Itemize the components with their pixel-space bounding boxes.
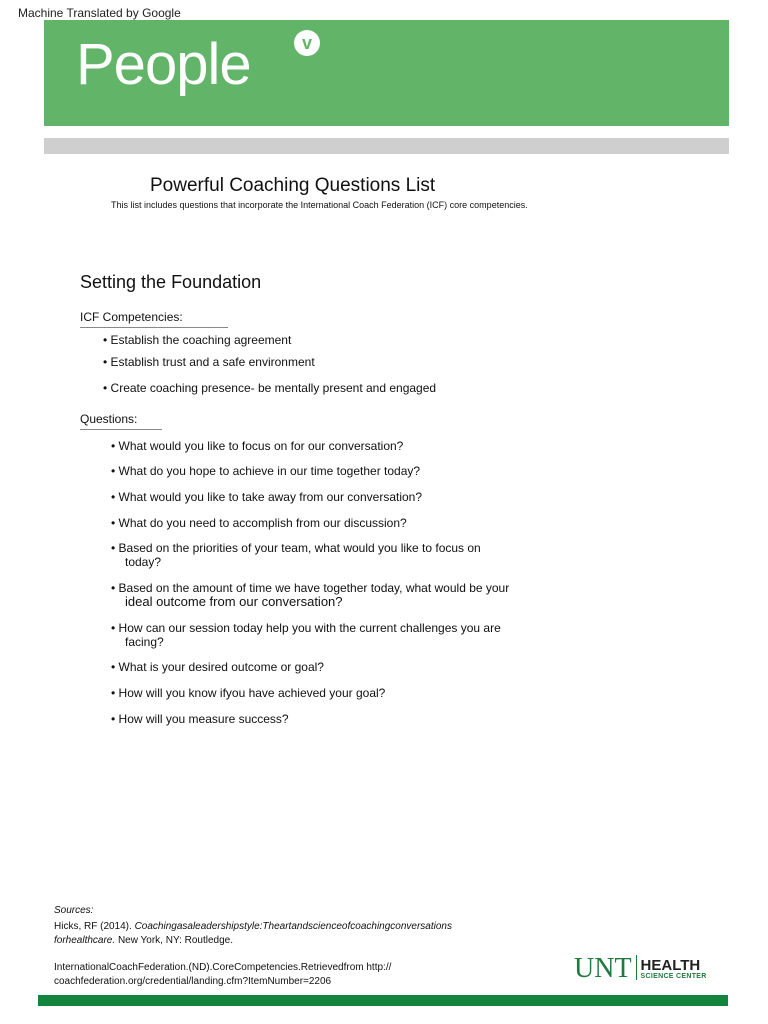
section-heading: Setting the Foundation xyxy=(80,272,262,292)
question-item xyxy=(111,439,403,453)
question-item xyxy=(111,581,509,609)
question-text: • How can our session today help you with the current challenges you are xyxy=(111,621,501,635)
question-text: • What would you like to focus on for our conversation? xyxy=(111,439,404,453)
gray-divider-bar xyxy=(44,138,729,154)
icf-item: • Create coaching presence- be mentally present and engaged xyxy=(103,381,437,395)
footer-green-bar xyxy=(38,995,728,1006)
question-text: • What would you like to take away from our conversation? xyxy=(111,490,423,504)
question-text: • How will you know ifyou have achieved your goal? xyxy=(111,686,386,700)
question-continuation: facing? xyxy=(125,635,164,649)
question-item xyxy=(111,464,420,478)
question-item xyxy=(111,712,289,726)
question-text: • Based on the amount of time we have together today, what would be your xyxy=(111,581,510,595)
document-subtitle: This list includes questions that incorporate the International Coach Federation (ICF) core competencies. xyxy=(111,200,528,210)
question-item xyxy=(111,541,481,569)
people-logo-check-icon: v xyxy=(294,30,320,56)
reference-hicks-publisher: New York, NY: Routledge. xyxy=(117,935,234,946)
unt-logo-text: UNT xyxy=(574,953,632,984)
machine-translated-note: Machine Translated by Google xyxy=(18,6,181,20)
question-text: • What do you hope to achieve in our time together today? xyxy=(111,464,421,478)
question-text: • What do you need to accomplish from our discussion? xyxy=(111,516,407,530)
icf-competencies-label: ICF Competencies: xyxy=(80,310,228,328)
header-banner xyxy=(44,20,729,126)
question-item xyxy=(111,660,324,674)
sources-label: Sources: xyxy=(54,905,94,916)
health-logo-text: HEALTH xyxy=(640,957,701,974)
reference-hicks xyxy=(54,920,524,948)
reference-hicks-title-cont: forhealthcare. xyxy=(54,935,116,946)
reference-icf-line2: coachfederation.org/credential/landing.cfm?ItemNumber=2206 xyxy=(54,976,332,987)
question-item xyxy=(111,516,407,530)
document-title: Powerful Coaching Questions List xyxy=(150,175,436,196)
question-item xyxy=(111,621,501,649)
icf-item: • Establish the coaching agreement xyxy=(103,333,292,347)
question-continuation: ideal outcome from our conversation? xyxy=(125,594,343,609)
icf-item: • Establish trust and a safe environment xyxy=(103,355,315,369)
reference-hicks-title: Coachingasaleadershipstyle:Theartandscienceofcoachingconversations xyxy=(134,921,452,932)
unt-health-logo xyxy=(574,955,707,983)
reference-icf-line1: InternationalCoachFederation.(ND).CoreCompetencies.Retrievedfrom http:// xyxy=(54,962,392,973)
question-item xyxy=(111,686,385,700)
question-text: • Based on the priorities of your team, what would you like to focus on xyxy=(111,541,481,555)
reference-hicks-prefix: Hicks, RF (2014). xyxy=(54,921,132,932)
question-text: • How will you measure success? xyxy=(111,712,289,726)
reference-icf xyxy=(54,961,391,989)
question-text: • What is your desired outcome or goal? xyxy=(111,660,324,674)
people-logo-text: People xyxy=(76,32,251,97)
questions-label: Questions: xyxy=(80,412,162,430)
question-continuation: today? xyxy=(125,555,162,569)
science-center-logo-text: SCIENCE CENTER xyxy=(640,973,707,980)
question-item xyxy=(111,490,422,504)
